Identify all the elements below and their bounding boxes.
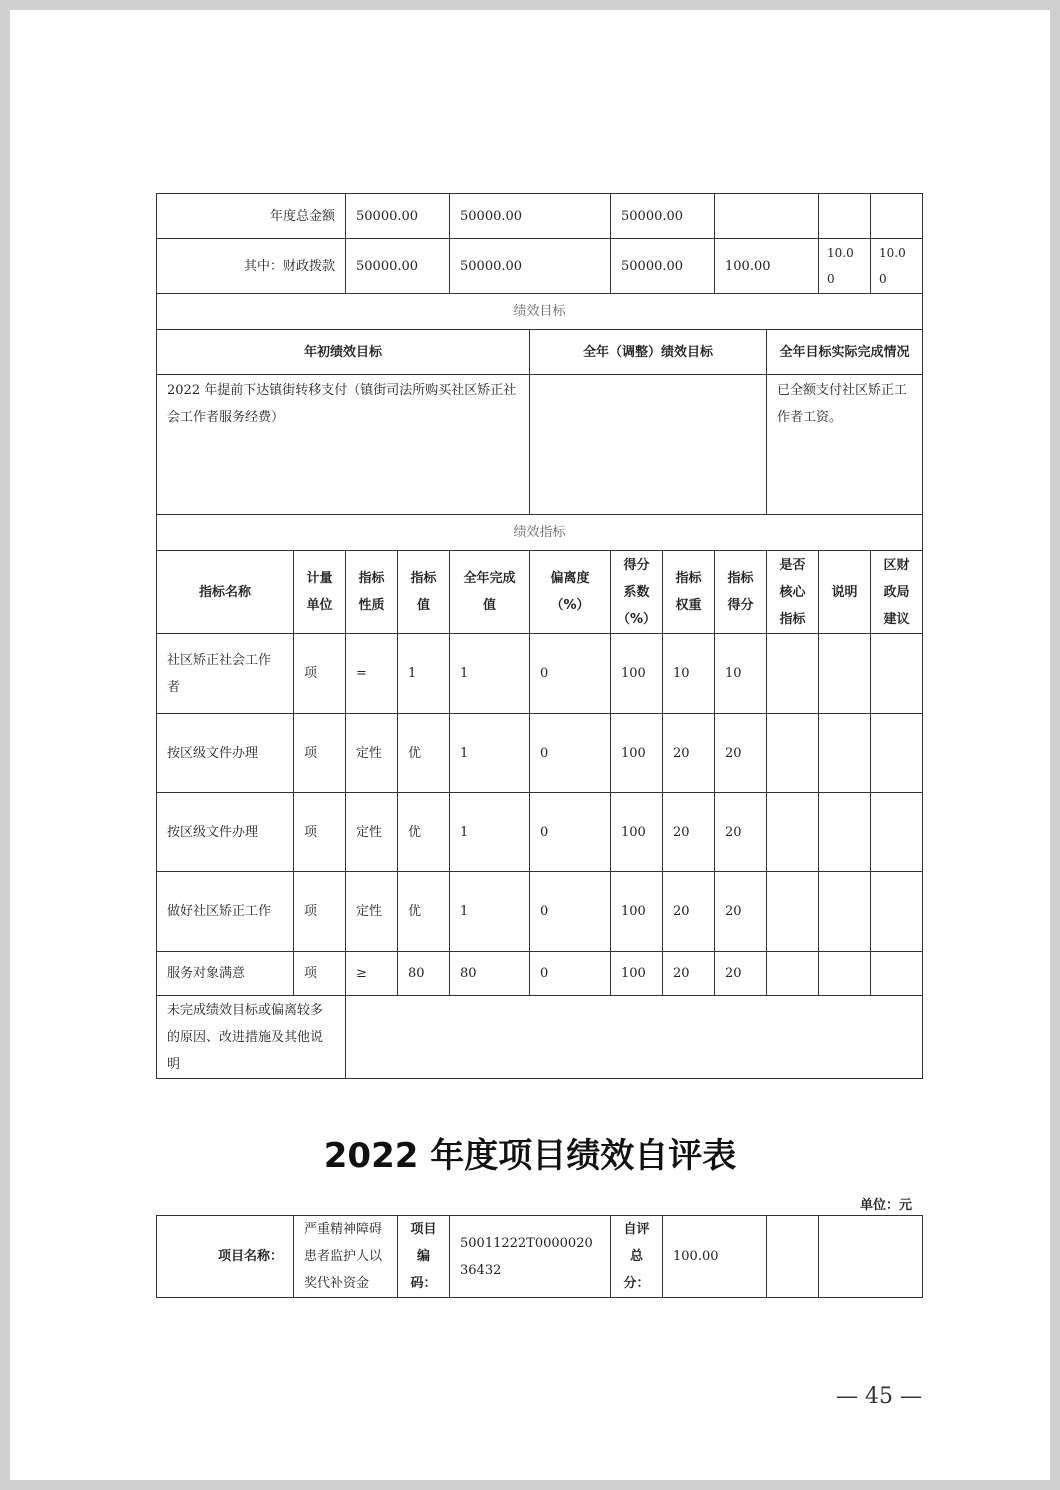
indicator-weight: 20 — [663, 793, 715, 872]
perf-goal-title: 绩效目标 — [157, 294, 923, 330]
indicator-core — [767, 872, 819, 952]
indicator-nature: 定性 — [346, 793, 398, 872]
indicator-header: 区财 政局 建议 — [871, 551, 923, 634]
goal-header: 全年（调整）绩效目标 — [530, 330, 767, 375]
indicator-score: 20 — [715, 872, 767, 952]
indicator-nature: ≥ — [346, 952, 398, 996]
indicator-advice — [871, 793, 923, 872]
indicator-header: 指标 权重 — [663, 551, 715, 634]
perf-indicator-header-row — [157, 515, 923, 551]
indicator-header: 得分 系数 （%） — [611, 551, 663, 634]
indicator-note — [819, 952, 871, 996]
indicator-done: 1 — [450, 793, 530, 872]
indicator-header: 说明 — [819, 551, 871, 634]
indicator-dev: 0 — [530, 872, 611, 952]
amount-label: 其中：财政拨款 — [157, 239, 346, 294]
project-code-label: 项目 编 码： — [398, 1216, 450, 1298]
unfinished-row — [157, 996, 923, 1079]
indicator-dev: 0 — [530, 952, 611, 996]
indicator-header: 指标 性质 — [346, 551, 398, 634]
indicator-value: 优 — [398, 714, 450, 793]
indicator-note — [819, 872, 871, 952]
indicator-name: 按区级文件办理 — [157, 793, 294, 872]
amount-cell — [819, 194, 871, 239]
indicator-coef: 100 — [611, 793, 663, 872]
amount-cell: 50000.00 — [611, 239, 715, 294]
project-name-label: 项目名称： — [157, 1216, 294, 1298]
indicator-unit: 项 — [294, 793, 346, 872]
indicator-coef: 100 — [611, 714, 663, 793]
amount-cell: 100.00 — [715, 239, 819, 294]
unfinished-value — [346, 996, 923, 1079]
indicator-weight: 10 — [663, 634, 715, 714]
table-row — [157, 793, 923, 872]
perf-indicator-title: 绩效指标 — [157, 515, 923, 551]
indicator-value: 优 — [398, 793, 450, 872]
indicator-weight: 20 — [663, 872, 715, 952]
indicator-header: 全年完成 值 — [450, 551, 530, 634]
goal-content-row — [157, 375, 923, 515]
amount-cell — [715, 194, 819, 239]
perf-goal-header-row — [157, 294, 923, 330]
goal-initial: 2022 年提前下达镇街转移支付（镇街司法所购买社区矫正社会工作者服务经费） — [157, 375, 530, 515]
indicator-weight: 20 — [663, 714, 715, 793]
indicator-value: 1 — [398, 634, 450, 714]
indicator-nature: = — [346, 634, 398, 714]
indicator-unit: 项 — [294, 714, 346, 793]
indicator-name: 按区级文件办理 — [157, 714, 294, 793]
amount-cell: 50000.00 — [611, 194, 715, 239]
indicator-dev: 0 — [530, 714, 611, 793]
indicator-advice — [871, 634, 923, 714]
indicator-name: 服务对象满意 — [157, 952, 294, 996]
goal-headers-row — [157, 330, 923, 375]
amount-cell: 50000.00 — [450, 239, 611, 294]
self-score: 100.00 — [663, 1216, 767, 1298]
table-row — [157, 714, 923, 793]
amount-row-total — [157, 194, 923, 239]
indicator-name: 社区矫正社会工作者 — [157, 634, 294, 714]
document-page — [10, 10, 1050, 1480]
indicator-header: 偏离度 （%） — [530, 551, 611, 634]
project-info-table — [156, 1215, 923, 1298]
indicator-unit: 项 — [294, 634, 346, 714]
indicator-core — [767, 952, 819, 996]
indicator-done: 1 — [450, 714, 530, 793]
indicator-header: 指标 得分 — [715, 551, 767, 634]
indicator-score: 20 — [715, 793, 767, 872]
table-row — [157, 634, 923, 714]
indicator-unit: 项 — [294, 872, 346, 952]
indicator-header: 指标 值 — [398, 551, 450, 634]
amount-row-fiscal — [157, 239, 923, 294]
empty-cell — [819, 1216, 923, 1298]
project-name: 严重精神障碍患者监护人以奖代补资金 — [294, 1216, 398, 1298]
goal-actual: 已全额支付社区矫正工作者工资。 — [767, 375, 923, 515]
indicator-dev: 0 — [530, 793, 611, 872]
table-row — [157, 872, 923, 952]
indicator-note — [819, 634, 871, 714]
indicator-core — [767, 793, 819, 872]
indicator-value: 优 — [398, 872, 450, 952]
amount-cell: 50000.00 — [346, 194, 450, 239]
indicator-weight: 20 — [663, 952, 715, 996]
indicator-coef: 100 — [611, 634, 663, 714]
indicator-header: 计量 单位 — [294, 551, 346, 634]
project-info-row — [157, 1216, 923, 1298]
indicator-coef: 100 — [611, 952, 663, 996]
indicator-name: 做好社区矫正工作 — [157, 872, 294, 952]
indicator-value: 80 — [398, 952, 450, 996]
indicator-done: 1 — [450, 872, 530, 952]
unit-label: 单位：元 — [859, 1198, 912, 1213]
indicator-header: 指标名称 — [157, 551, 294, 634]
indicator-coef: 100 — [611, 872, 663, 952]
indicator-done: 1 — [450, 634, 530, 714]
indicator-score: 20 — [715, 952, 767, 996]
indicator-note — [819, 793, 871, 872]
project-code: 50011222T000002036432 — [450, 1216, 611, 1298]
unfinished-label: 未完成绩效目标或偏离较多的原因、改进措施及其他说明 — [157, 996, 346, 1079]
indicator-headers-row — [157, 551, 923, 634]
indicator-note — [819, 714, 871, 793]
page-title: 2022 年度项目绩效自评表 — [323, 1136, 737, 1176]
indicator-advice — [871, 872, 923, 952]
indicator-advice — [871, 952, 923, 996]
amount-cell: 50000.00 — [450, 194, 611, 239]
indicator-unit: 项 — [294, 952, 346, 996]
empty-cell — [767, 1216, 819, 1298]
goal-header: 年初绩效目标 — [157, 330, 530, 375]
amount-cell — [871, 194, 923, 239]
indicator-score: 20 — [715, 714, 767, 793]
performance-table — [156, 193, 923, 1079]
amount-cell: 50000.00 — [346, 239, 450, 294]
indicator-nature: 定性 — [346, 714, 398, 793]
indicator-score: 10 — [715, 634, 767, 714]
indicator-done: 80 — [450, 952, 530, 996]
goal-header: 全年目标实际完成情况 — [767, 330, 923, 375]
indicator-core — [767, 634, 819, 714]
table-row — [157, 952, 923, 996]
self-score-label: 自评 总 分： — [611, 1216, 663, 1298]
indicator-core — [767, 714, 819, 793]
page-number: — 45 — — [836, 1384, 922, 1409]
amount-cell: 10.0 0 — [819, 239, 871, 294]
goal-adjusted — [530, 375, 767, 515]
indicator-dev: 0 — [530, 634, 611, 714]
indicator-advice — [871, 714, 923, 793]
indicator-header: 是否 核心 指标 — [767, 551, 819, 634]
indicator-nature: 定性 — [346, 872, 398, 952]
amount-cell: 10.0 0 — [871, 239, 923, 294]
amount-label: 年度总金额 — [157, 194, 346, 239]
